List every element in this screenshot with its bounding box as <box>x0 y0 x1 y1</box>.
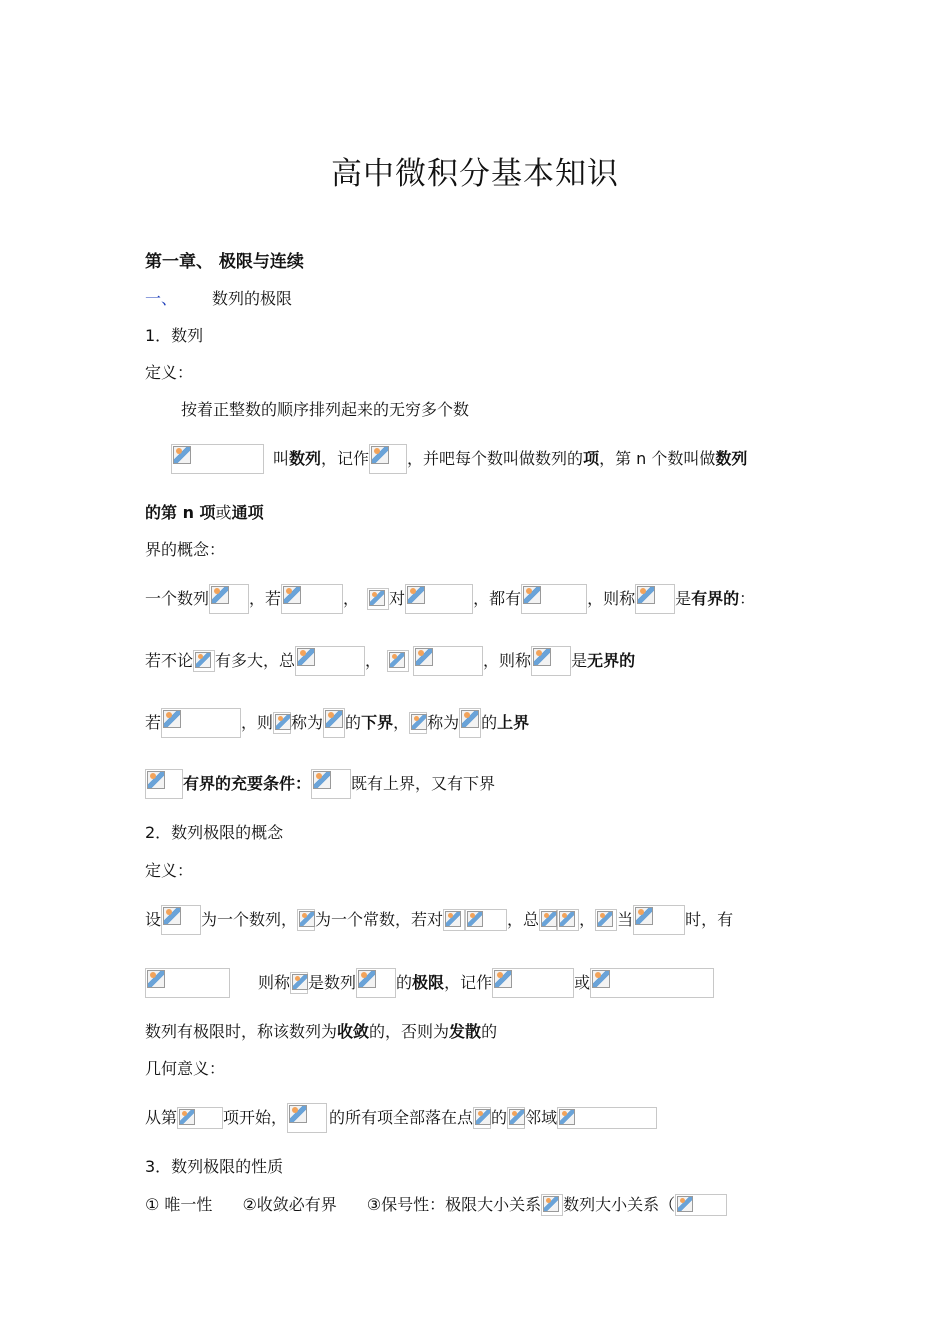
section-number: 一、 <box>145 289 178 308</box>
text-line: 一个数列 ，若 ， 对 ，都有 ，则称 是 有界的 ： <box>145 584 755 614</box>
formula-image <box>465 909 507 931</box>
formula-image <box>171 444 264 474</box>
formula-image <box>290 972 308 994</box>
formula-image <box>507 1107 525 1129</box>
text-line: 有界的充要条件： 既有上界，又有下界 <box>145 769 495 799</box>
subsection-heading: 2．数列极限的概念 <box>145 823 284 842</box>
formula-image <box>539 909 557 931</box>
text-line: 若不论 有多大，总 ， ，则称 是 无界的 <box>145 646 635 676</box>
formula-image <box>531 646 571 676</box>
subsection-heading: 界的概念： <box>145 540 226 559</box>
section-label: 数列的极限 <box>212 289 293 308</box>
formula-image <box>311 769 351 799</box>
formula-image <box>635 584 675 614</box>
formula-image <box>281 584 343 614</box>
definition-text: 按着正整数的顺序排列起来的无穷多个数 <box>181 400 470 419</box>
chapter-heading: 第一章、 极限与连续 <box>145 252 304 272</box>
text-line: 则称 是数列 的 极限 ，记作 或 <box>145 968 714 998</box>
formula-image <box>193 650 215 672</box>
section-heading <box>145 284 292 314</box>
text-line: 的第 n 项 或 通项 <box>145 503 264 522</box>
text-line: 叫 数列 ，记作 ，并吧每个数叫做数列的 项 ，第 n 个数叫做 数列 <box>171 444 747 474</box>
formula-image <box>557 1107 657 1129</box>
formula-image <box>413 646 483 676</box>
formula-image <box>177 1107 223 1129</box>
text-line: 数列有极限时，称该数列为 收敛 的，否则为 发散 的 <box>145 1022 498 1041</box>
formula-image <box>295 646 365 676</box>
formula-image <box>161 905 201 935</box>
formula-image <box>595 909 617 931</box>
definition-label: 几何意义： <box>145 1059 226 1078</box>
formula-image <box>590 968 714 998</box>
formula-image <box>297 909 315 931</box>
formula-image <box>459 708 481 738</box>
page-title: 高中微积分基本知识 <box>331 156 619 192</box>
formula-image <box>161 708 241 738</box>
formula-image <box>145 968 230 998</box>
formula-image <box>145 769 183 799</box>
formula-image <box>541 1194 563 1216</box>
formula-image <box>273 712 291 734</box>
subsection-heading: 3．数列极限的性质 <box>145 1157 284 1176</box>
subsection-heading: 1．数列 <box>145 326 204 345</box>
formula-image <box>367 588 389 610</box>
formula-image <box>209 584 249 614</box>
formula-image <box>287 1103 327 1133</box>
formula-image <box>405 584 473 614</box>
text-line: 从第 项开始， 的所有项全部落在点 的 邻域 <box>145 1103 657 1133</box>
formula-image <box>473 1107 491 1129</box>
formula-image <box>369 444 407 474</box>
formula-image <box>492 968 574 998</box>
definition-label: 定义： <box>145 363 194 382</box>
text-line: 设 为一个数列， 为一个常数，若对 ，总 ， 当 时，有 <box>145 905 733 935</box>
formula-image <box>323 708 345 738</box>
formula-image <box>409 712 427 734</box>
text-line: ① 唯一性 ②收敛必有界 ③保号性：极限大小关系 数列大小关系（ <box>145 1190 727 1220</box>
formula-image <box>387 650 409 672</box>
text-line: 若 ，则 称为 的 下界 ， 称为 的 上界 <box>145 708 529 738</box>
formula-image <box>521 584 587 614</box>
formula-image <box>356 968 396 998</box>
formula-image <box>675 1194 727 1216</box>
formula-image <box>443 909 465 931</box>
formula-image <box>557 909 579 931</box>
definition-label: 定义： <box>145 861 194 880</box>
formula-image <box>633 905 685 935</box>
